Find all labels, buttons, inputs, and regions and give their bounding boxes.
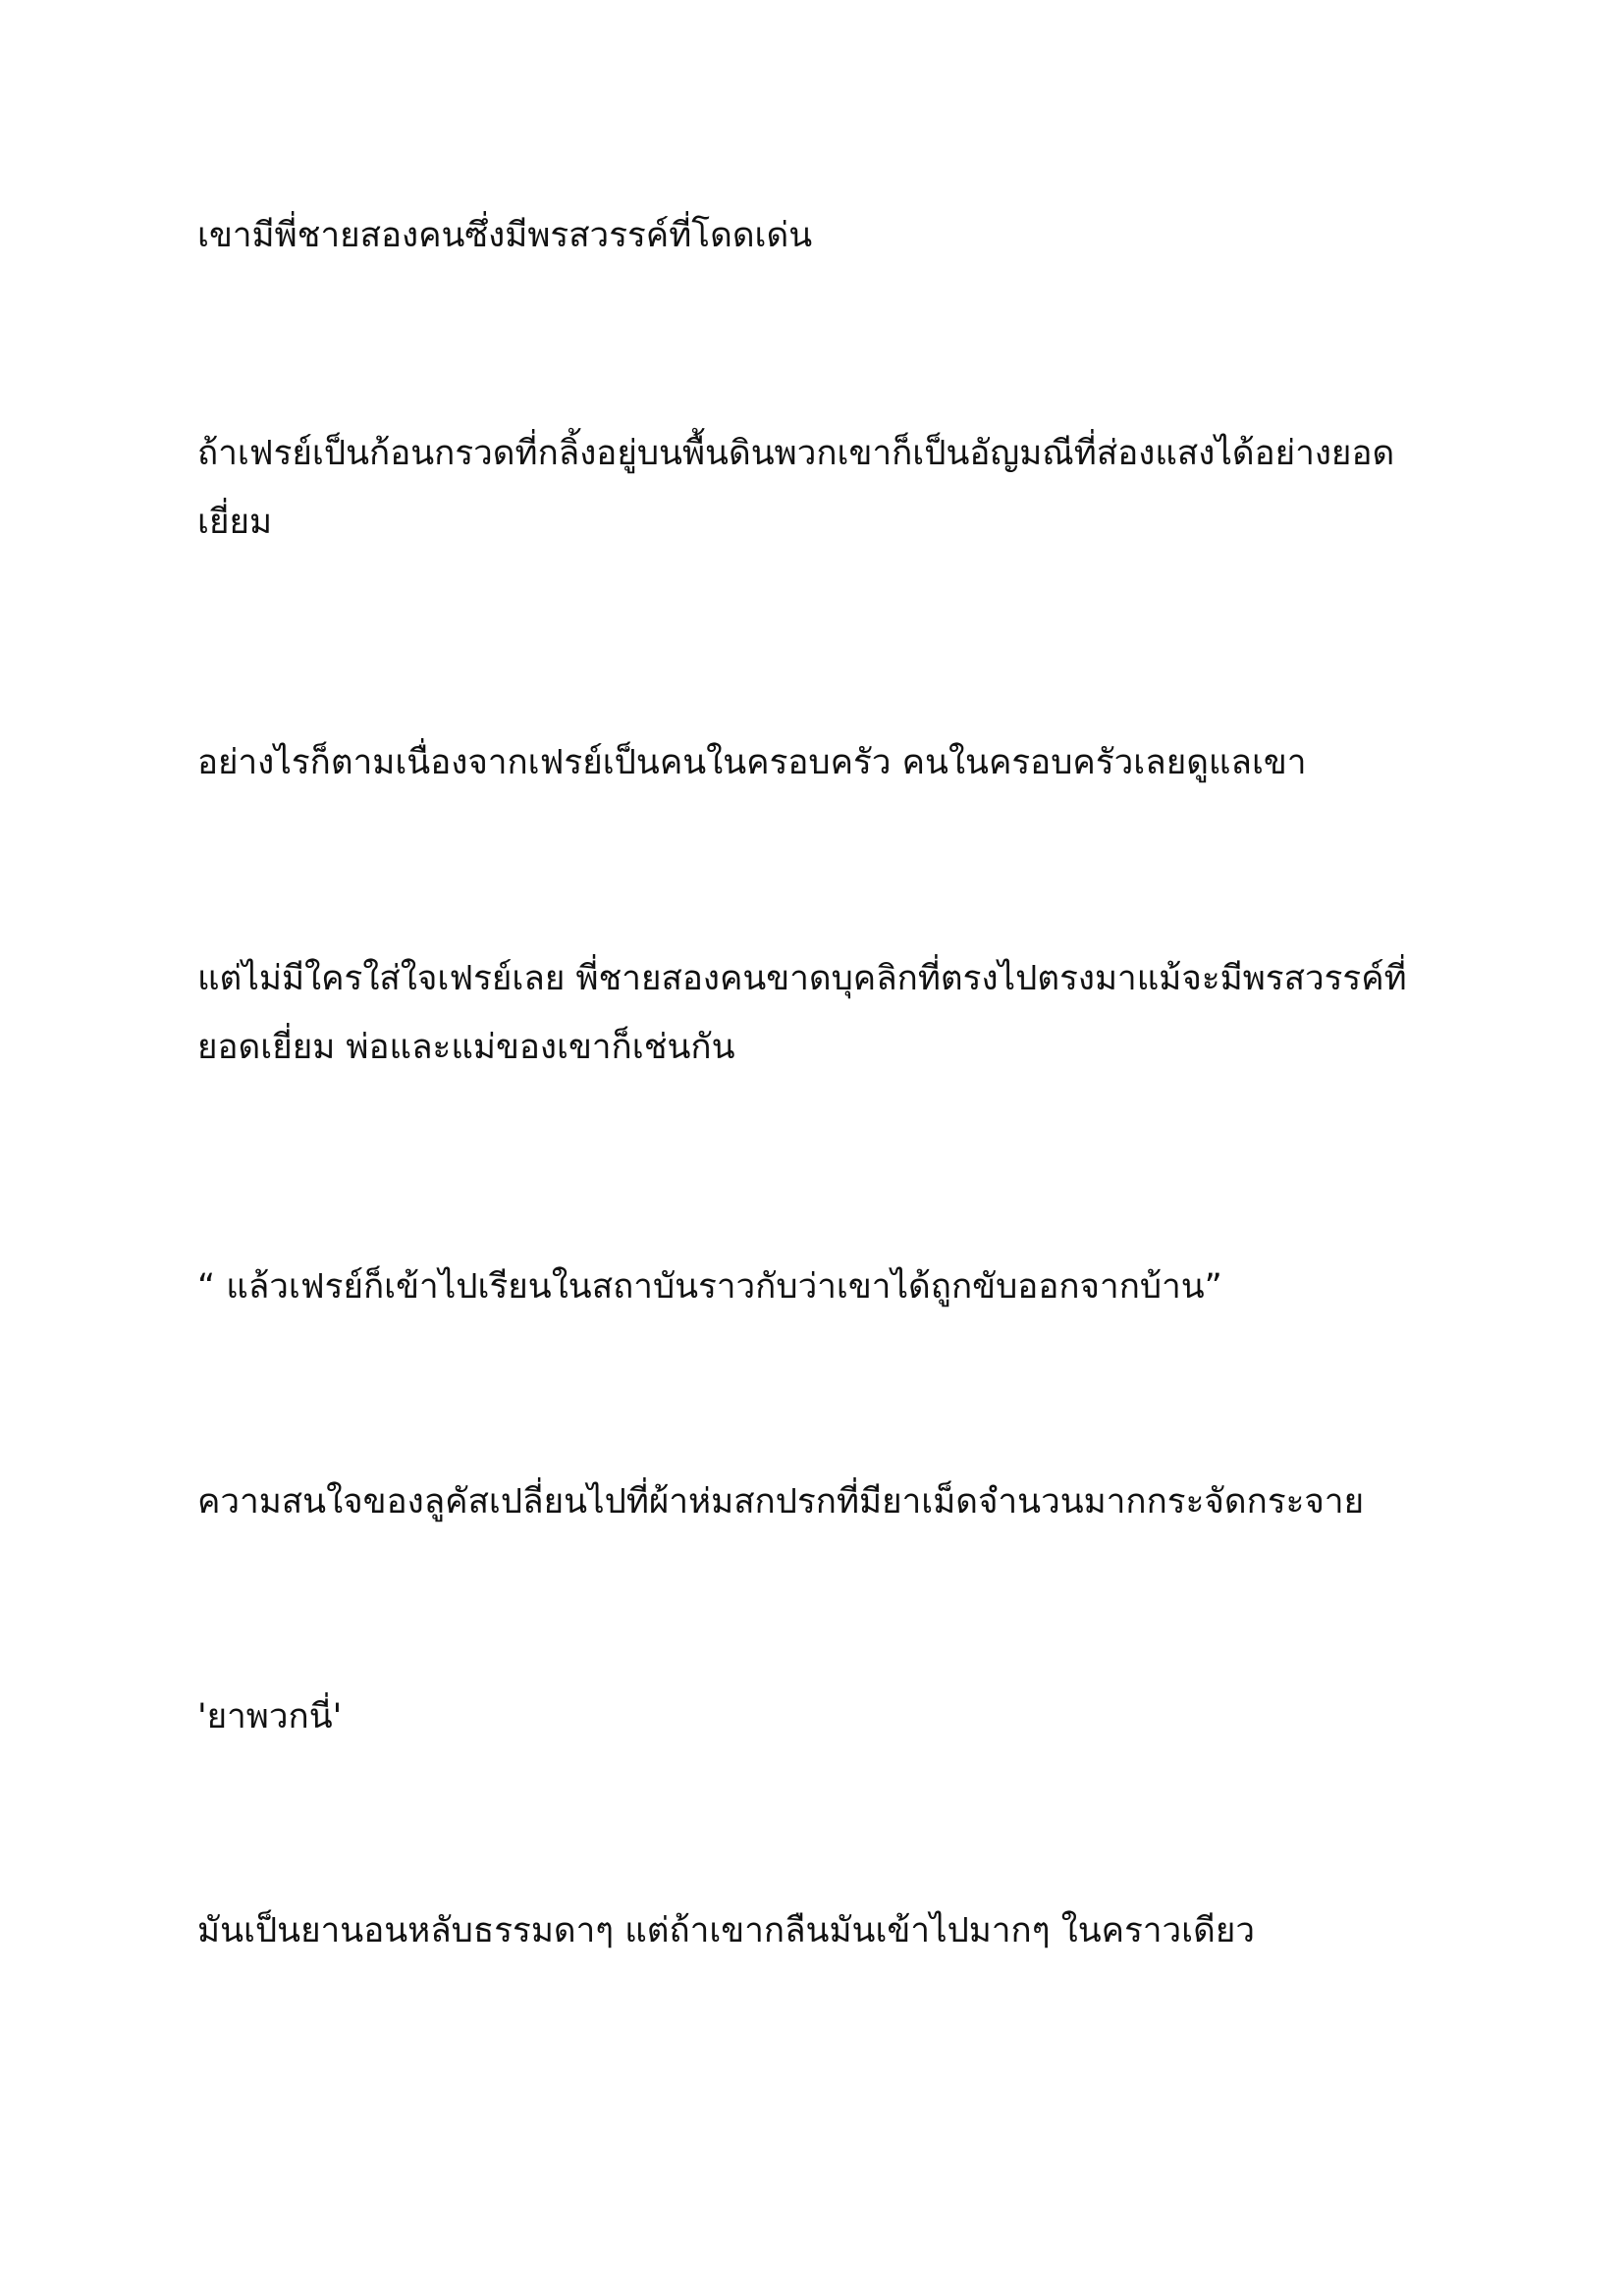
paragraph-1 [197, 201, 1435, 270]
paragraph-6 [197, 1468, 1435, 1536]
paragraph-3-line-1: อย่างไรก็ตามเนื่องจากเฟรย์เป็นคนในครอบครัว คนในครอบครัวเลยดูแลเขา [197, 743, 1307, 782]
paragraph-7 [197, 1682, 1435, 1751]
paragraph-2-line-1: ถ้าเฟรย์เป็นก้อนกรวดที่กลิ้งอยู่บนพื้นดินพวกเขาก็เป็นอัญมณีที่ส่องแสงได้อย่างยอด [197, 434, 1395, 473]
paragraph-5 [197, 1253, 1435, 1321]
paragraph-7-line-1: 'ยาพวกนี่' [197, 1697, 343, 1736]
paragraph-8-line-1: มันเป็นยานอนหลับธรรมดาๆ แต่ถ้าเขากลืนมันเข้าไปมากๆ ในคราวเดียว [197, 1911, 1256, 1950]
paragraph-4 [197, 944, 1435, 1082]
paragraph-2 [197, 419, 1435, 557]
paragraph-4-line-2: ยอดเยี่ยม พ่อและแม่ของเขาก็เช่นกัน [197, 1028, 735, 1067]
paragraph-3 [197, 728, 1435, 797]
paragraph-6-line-1: ความสนใจของลูคัสเปลี่ยนไปที่ผ้าห่มสกปรกที่มียาเม็ดจำนวนมากกระจัดกระจาย [197, 1482, 1365, 1522]
paragraph-4-line-1: แต่ไม่มีใครใส่ใจเฟรย์เลย พี่ชายสองคนขาดบุคลิกที่ตรงไปตรงมาแม้จะมีพรสวรรค์ที่ [197, 959, 1407, 998]
paragraph-2-line-2: เยี่ยม [197, 503, 273, 542]
paragraph-5-line-1: “ แล้วเฟรย์ก็เข้าไปเรียนในสถาบันราวกับว่าเขาได้ถูกขับออกจากบ้าน” [197, 1267, 1222, 1307]
paragraph-1-line-1: เขามีพี่ชายสองคนซึ่งมีพรสวรรค์ที่โดดเด่น [197, 216, 813, 255]
paragraph-8 [197, 1896, 1435, 1965]
